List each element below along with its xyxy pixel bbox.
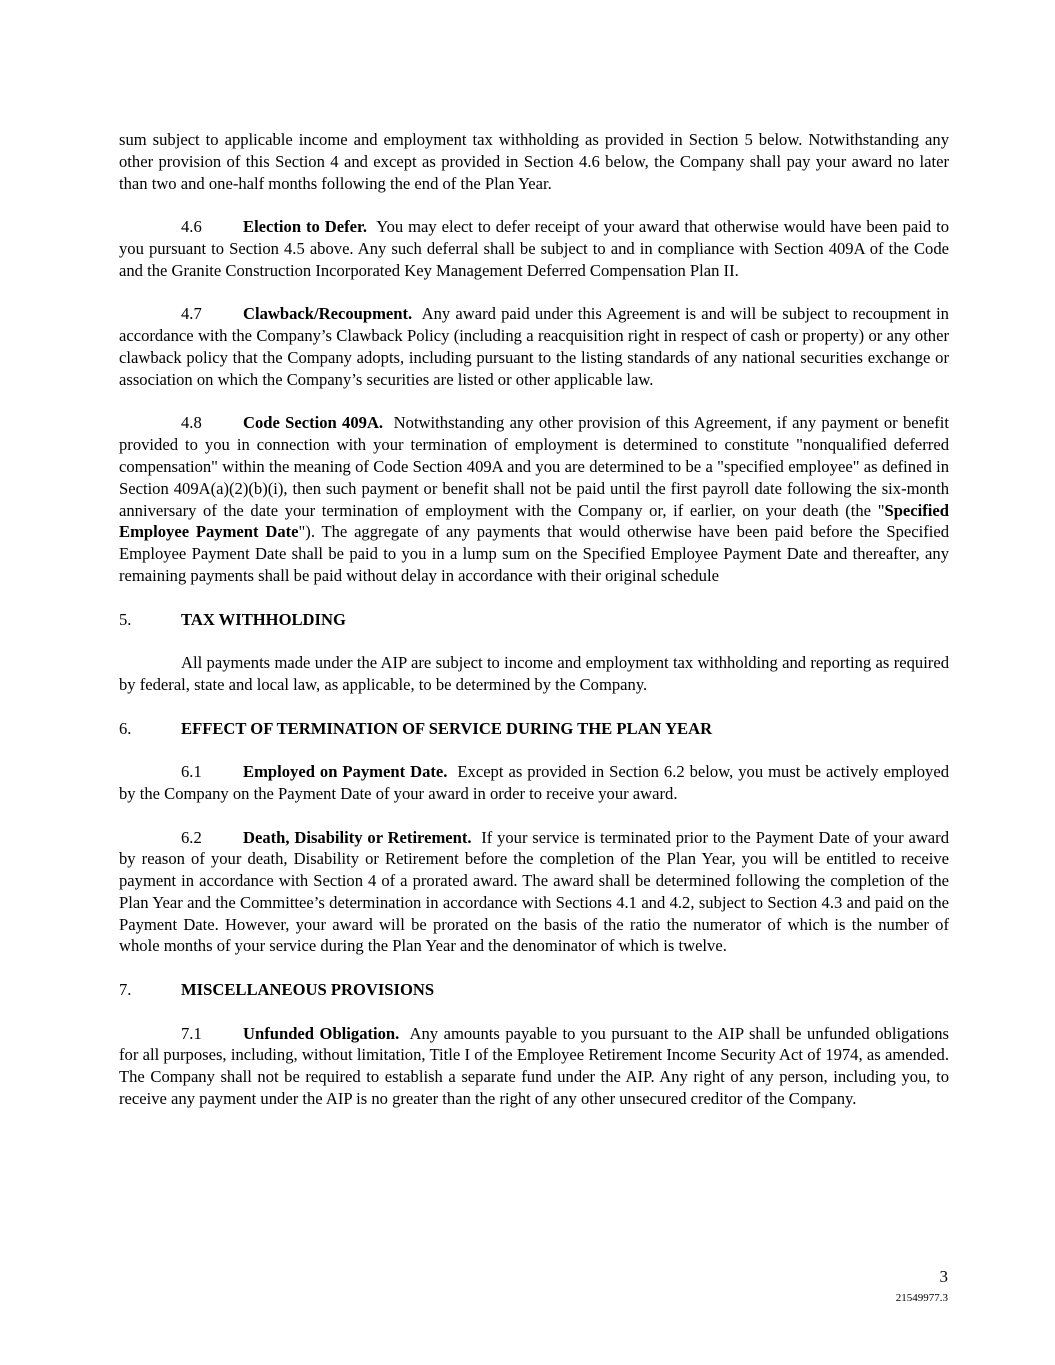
section-text: Any amounts payable to you pursuant to the AIP shall be unfunded obligations for all purposes, including, without limitation, Title I of the Employee Retirement Income Security Act of 1974, as amended. The Company shall not be required to establish a separate fund under the AIP. Any right of any person, including you, to receive any payment under the AIP is no greater than the right of any other unsecured creditor of the Company. xyxy=(119,1023,949,1109)
section-7-heading xyxy=(119,979,949,1001)
heading-number: 5. xyxy=(119,609,132,629)
section-4-8-paragraph xyxy=(119,412,949,586)
section-number: 6.1 xyxy=(181,762,202,782)
section-4-7-paragraph xyxy=(119,303,949,390)
heading-text: TAX WITHHOLDING xyxy=(181,609,346,629)
section-6-1-paragraph xyxy=(119,761,949,805)
section-text: You may elect to defer receipt of your award that otherwise would have been paid to you pursuant to Section 4.5 above. Any such deferral shall be subject to and in compliance with Section 409A of the Code and the Granite Construction Incorporated Key Management Deferred Compensation Plan II. xyxy=(119,217,950,280)
section-text: Any award paid under this Agreement is and will be subject to recoupment in accordance with the Company’s Clawback Policy (including a reacquisition right in respect of cash or property) or any other clawback policy that the Company adopts, including pursuant to the listing standards of any national securities exchange or association on which the Company’s securities are listed or other applicable law. xyxy=(119,304,949,389)
section-text-part-a: Notwithstanding any other provision of this Agreement, if any payment or benefit provided to you in connection with your termination of employment is determined to constitute "nonqualified deferred compensation" within the meaning of Code Section 409A and you are determined to be a "specified employee" as defined in Section 409A(a)(2)(b)(i), then such payment or benefit shall not be paid until the first payroll date following the six-month anniversary of the date your termination of employment with the Company or, if earlier, on your death (the " xyxy=(119,413,950,520)
section-7-1-paragraph xyxy=(119,1023,949,1110)
section-title: Death, Disability or Retirement. xyxy=(243,827,472,847)
section-text: If your service is terminated prior to the Payment Date of your award by reason of your death, Disability or Retirement before the completion of the Plan Year, you will be entitled to receive payment in accordance with Section 4 of a prorated award. The award shall be determined following the completion of the Plan Year and the Committee’s determination in accordance with Sections 4.1 and 4.2, subject to Section 4.3 and paid on the Payment Date. However, your award will be prorated on the basis of the ratio the numerator of which is the number of whole months of your service during the Plan Year and the denominator of which is twelve. xyxy=(119,827,949,956)
section-title: Code Section 409A. xyxy=(243,413,384,433)
section-4-6-paragraph xyxy=(119,216,949,281)
section-text-part-b: "). The aggregate of any payments that would otherwise have been paid before the Specified Employee Payment Date shall be paid to you in a lump sum on the Specified Employee Payment Date and thereafter, any remaining payments shall be paid without delay in accordance with their original schedule xyxy=(119,522,949,585)
section-title: Employed on Payment Date. xyxy=(243,762,448,782)
heading-text: EFFECT OF TERMINATION OF SERVICE DURING THE PLAN YEAR xyxy=(181,718,713,738)
section-number: 4.8 xyxy=(181,413,202,433)
section-6-2-paragraph xyxy=(119,827,949,958)
section-6-heading xyxy=(119,718,949,740)
heading-number: 6. xyxy=(119,718,132,738)
document-body xyxy=(119,129,949,1132)
section-title: Unfunded Obligation. xyxy=(243,1023,400,1043)
section-5-heading xyxy=(119,609,949,631)
section-5-paragraph: All payments made under the AIP are subject to income and employment tax withholding and reporting as required by federal, state and local law, as applicable, to be determined by the Company. xyxy=(119,653,949,694)
heading-text: MISCELLANEOUS PROVISIONS xyxy=(181,980,435,1000)
section-title: Election to Defer. xyxy=(243,217,367,237)
page-number: 3 xyxy=(939,1267,948,1286)
section-number: 7.1 xyxy=(181,1023,202,1043)
section-number: 4.7 xyxy=(181,304,202,324)
section-number: 6.2 xyxy=(181,827,202,847)
heading-number: 7. xyxy=(119,980,132,1000)
intro-paragraph: sum subject to applicable income and employment tax withholding as provided in Section 5 below. Notwithstanding any other provision of this Section 4 and except as provided in Section 4.6 below, the Company shall pay your award no later than two and one-half months following the end of the Plan Year. xyxy=(119,130,949,193)
section-text: Except as provided in Section 6.2 below, you must be actively employed by the Company on the Payment Date of your award in order to receive your award. xyxy=(119,762,949,803)
defined-term: Specified Employee Payment Date xyxy=(119,500,949,542)
section-number: 4.6 xyxy=(181,217,202,237)
section-title: Clawback/Recoupment. xyxy=(243,304,413,324)
document-id: 21549977.3 xyxy=(895,1292,948,1304)
